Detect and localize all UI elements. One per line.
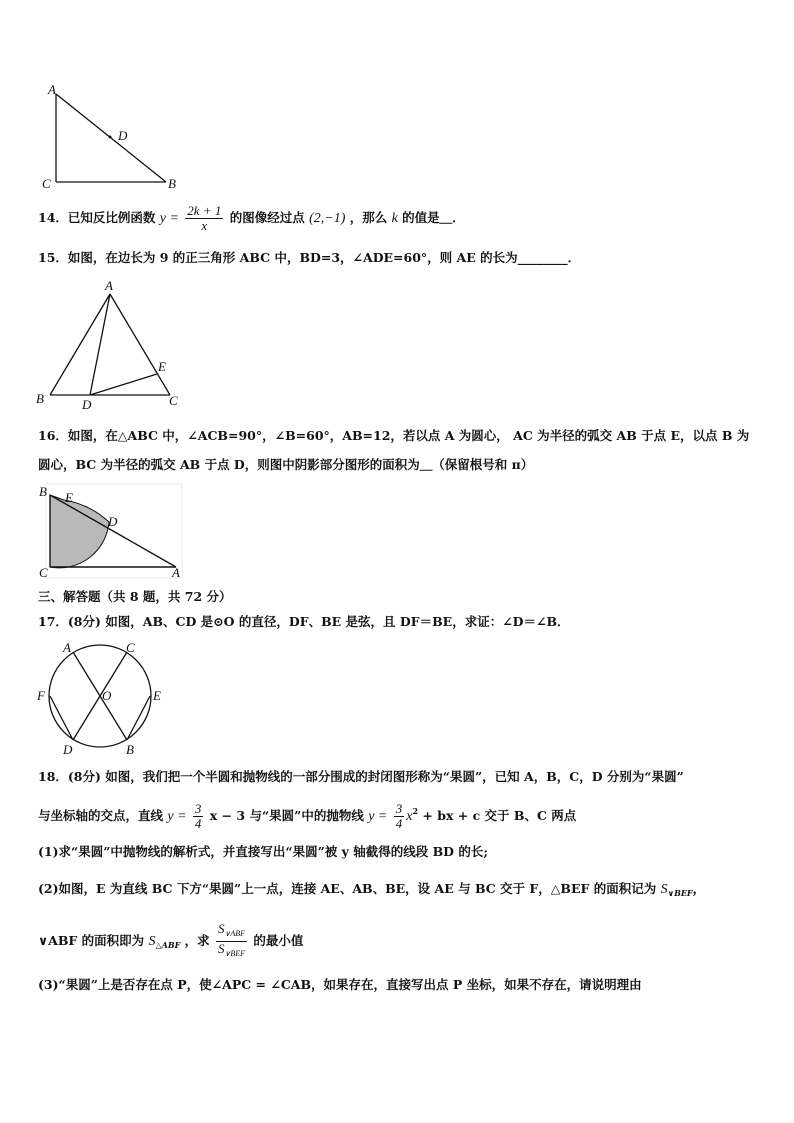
question-18-part2: (2)如图，E 为直线 BC 下方“果圆”上一点，连接 AE、AB、BE，设 AE 与 BC 交于 F，△BEF 的面积记为 $S_{\vee BEF}$， [38,881,706,898]
label-B: B [39,484,47,499]
label-D: D [82,397,92,412]
question-18-part2-cont: ∨ABF 的面积即为 $S_{\triangle ABF}$ ，求 $\frac{S_{\vee ABF}}{S_{\vee BEF}}$ 的最小值 [38,922,303,961]
label-F: F [37,688,45,703]
label-O: O [102,688,112,703]
fraction-2k1-over-x: $\frac{2k + 1}{x}$ [187,203,222,233]
label-B: B [168,176,176,191]
label-A: A [172,565,180,580]
label-D: D [108,514,118,529]
label-B: B [36,391,44,406]
question-15: 15．如图，在边长为 9 的正三角形 ABC 中，BD=3，∠ADE=60°，则 AE 的长为________． [38,250,581,265]
side-AB [50,294,110,395]
question-17: 17．(8分) 如图，AB、CD 是⊙O 的直径，DF、BE 是弦，且 DF＝BE，求证：∠D＝∠B． [38,614,570,629]
label-E: E [158,359,166,374]
question-18-part1: (1)求“果圆”中抛物线的解析式，并直接写出“果圆”被 y 轴截得的线段 BD 的长; [38,844,488,859]
fraction-3-4-a: $\frac{3}{4}$ [194,801,202,831]
segment-DE [90,374,157,395]
figure-q16 [36,482,186,582]
label-A: A [48,82,56,97]
segment-AD [90,294,110,395]
fraction-3-4-b: $\frac{3}{4}$ [395,801,403,831]
figure-q13 [40,80,190,195]
label-C: C [169,393,178,408]
label-A: A [63,640,71,655]
label-D: D [118,128,128,143]
label-C: C [126,640,135,655]
question-18-part3: (3)“果圆”上是否存在点 P，使∠APC = ∠CAB，如果存在，直接写出点 P 坐标，如果不存在，请说明理由 [38,977,642,992]
label-E: E [65,490,73,505]
question-18-line2: 与坐标轴的交点，直线 y = $\frac{3}{4}$ x − 3 与“果圆”中的抛物线 y = $\frac{3}{4}$ $x^2$ + bx + c 交于 B、C 两点 [38,801,577,831]
question-18-line1: 18．(8分) 如图，我们把一个半圆和抛物线的一部分围成的封闭图形称为“果圆”，已知 A，B，C，D 分别为“果圆” [38,769,684,784]
label-C: C [42,176,51,191]
label-B: B [126,742,134,757]
question-16-line1: 16．如图，在△ABC 中，∠ACB=90°，∠B=60°，AB=12，若以点 A 为圆心， AC 为半径的弧交 AB 于点 E，以点 B 为 [38,428,750,443]
figure-q17 [36,640,164,760]
label-C: C [39,565,48,580]
section-3-title: 三、解答题（共 8 题，共 72 分） [38,589,232,604]
label-E: E [153,688,161,703]
point-D [109,136,112,139]
fraction-area-ratio: $\frac{S_{\vee ABF}}{S_{\vee BEF}}$ [218,921,246,958]
label-D: D [63,742,73,757]
figure-q15 [34,278,194,413]
label-A: A [105,278,113,293]
shaded-region [50,495,109,568]
question-14: 14．已知反比例函数 y = $\frac{2k + 1}{x}$ 的图像经过点 (2,−1) ，那么 k 的值是＿． [38,203,465,233]
question-16-line2: 圆心，BC 为半径的弧交 AB 于点 D，则图中阴影部分图形的面积为＿（保留根号和 π） [38,457,534,472]
